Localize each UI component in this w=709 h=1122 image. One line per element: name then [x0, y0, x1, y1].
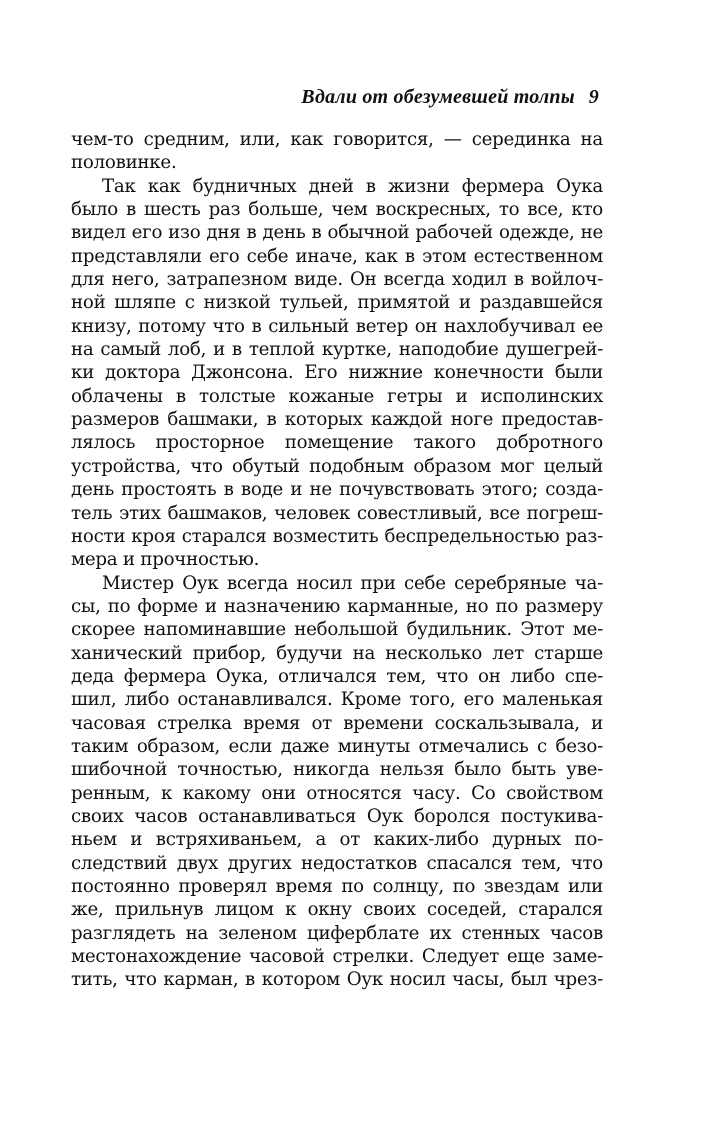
text-line: деда фермера Оука, отличался тем, что он либо спе- — [71, 665, 603, 687]
text-line: лялось просторное помещение такого добротного — [71, 432, 603, 454]
page-number: 9 — [588, 86, 599, 108]
text-line: шил, либо останавливался. Кроме того, его маленькая — [71, 689, 603, 711]
text-line: тить, что карман, в котором Оук носил часы, был чрез- — [71, 969, 603, 991]
text-line: скорее напоминавшие небольшой будильник. Этот ме- — [71, 619, 603, 641]
text-line: сы, по форме и назначению карманные, но по размеру — [71, 595, 603, 617]
text-line: Мистер Оук всегда носил при себе серебряные ча- — [102, 572, 603, 594]
text-line: ки доктора Джонсона. Его нижние конечности были — [71, 362, 603, 384]
text-line: Так как будничных дней в жизни фермера Оука — [102, 175, 603, 197]
text-line: постоянно проверял время по солнцу, по звездам или — [71, 876, 603, 897]
text-line: на самый лоб, и в теплой куртке, наподобие душегрей- — [71, 339, 603, 361]
text-line: шибочной точностью, никогда нельзя было быть уве- — [71, 759, 603, 781]
text-line: день простоять в воде и не почувствовать этого; созда- — [71, 479, 603, 501]
text-line: облачены в толстые кожаные гетры и исполинских — [71, 385, 603, 407]
text-line: размеров башмаки, в которых каждой ноге предостав- — [71, 409, 603, 431]
text-line: половинке. — [71, 152, 177, 174]
running-head — [301, 86, 599, 109]
text-line: тель этих башмаков, человек совестливый, все погреш- — [71, 502, 603, 524]
text-line: таким образом, если даже минуты отмечались с безо- — [71, 735, 603, 757]
text-line: было в шесть раз больше, чем воскресных, то все, кто — [71, 199, 603, 221]
text-line: ной шляпе с низкой тульей, примятой и раздавшейся — [71, 292, 603, 314]
text-line: видел его изо дня в день в обычной рабочей одежде, не — [71, 222, 603, 244]
text-line: устройства, что обутый подобным образом мог целый — [71, 455, 603, 477]
text-line: местонахождение часовой стрелки. Следует еще заме- — [71, 946, 603, 968]
text-line: же, прильнув лицом к окну своих соседей, старался — [71, 899, 603, 921]
text-line: для него, затрапезном виде. Он всегда ходил в войлоч- — [71, 269, 603, 291]
text-line: разглядеть на зеленом циферблате их стенных часов — [71, 922, 603, 944]
running-head-title: Вдали от обезумевшей толпы — [301, 86, 575, 108]
text-line: ньем и встряхиваньем, а от каких-либо дурных по- — [71, 829, 603, 851]
text-line: своих часов останавливаться Оук боролся постукива- — [71, 805, 603, 827]
text-line: книзу, потому что в сильный ветер он нахлобучивал ее — [71, 315, 603, 337]
text-line: следствий двух других недостатков спасался тем, что — [71, 852, 603, 874]
text-line: представляли его себе иначе, как в этом естественном — [71, 245, 603, 267]
text-line: чем-то средним, или, как говорится, — серединка на — [71, 129, 603, 150]
text-line: ренным, к какому они относятся часу. Со свойством — [71, 782, 603, 804]
text-line: ности кроя старался возместить беспредельностью раз- — [71, 525, 603, 547]
book-page — [71, 0, 603, 1122]
text-line: мера и прочностью. — [71, 549, 260, 571]
body-text — [71, 128, 603, 992]
text-line: ханический прибор, будучи на несколько лет старше — [71, 642, 603, 664]
text-line: часовая стрелка время от времени соскальзывала, и — [71, 712, 603, 734]
